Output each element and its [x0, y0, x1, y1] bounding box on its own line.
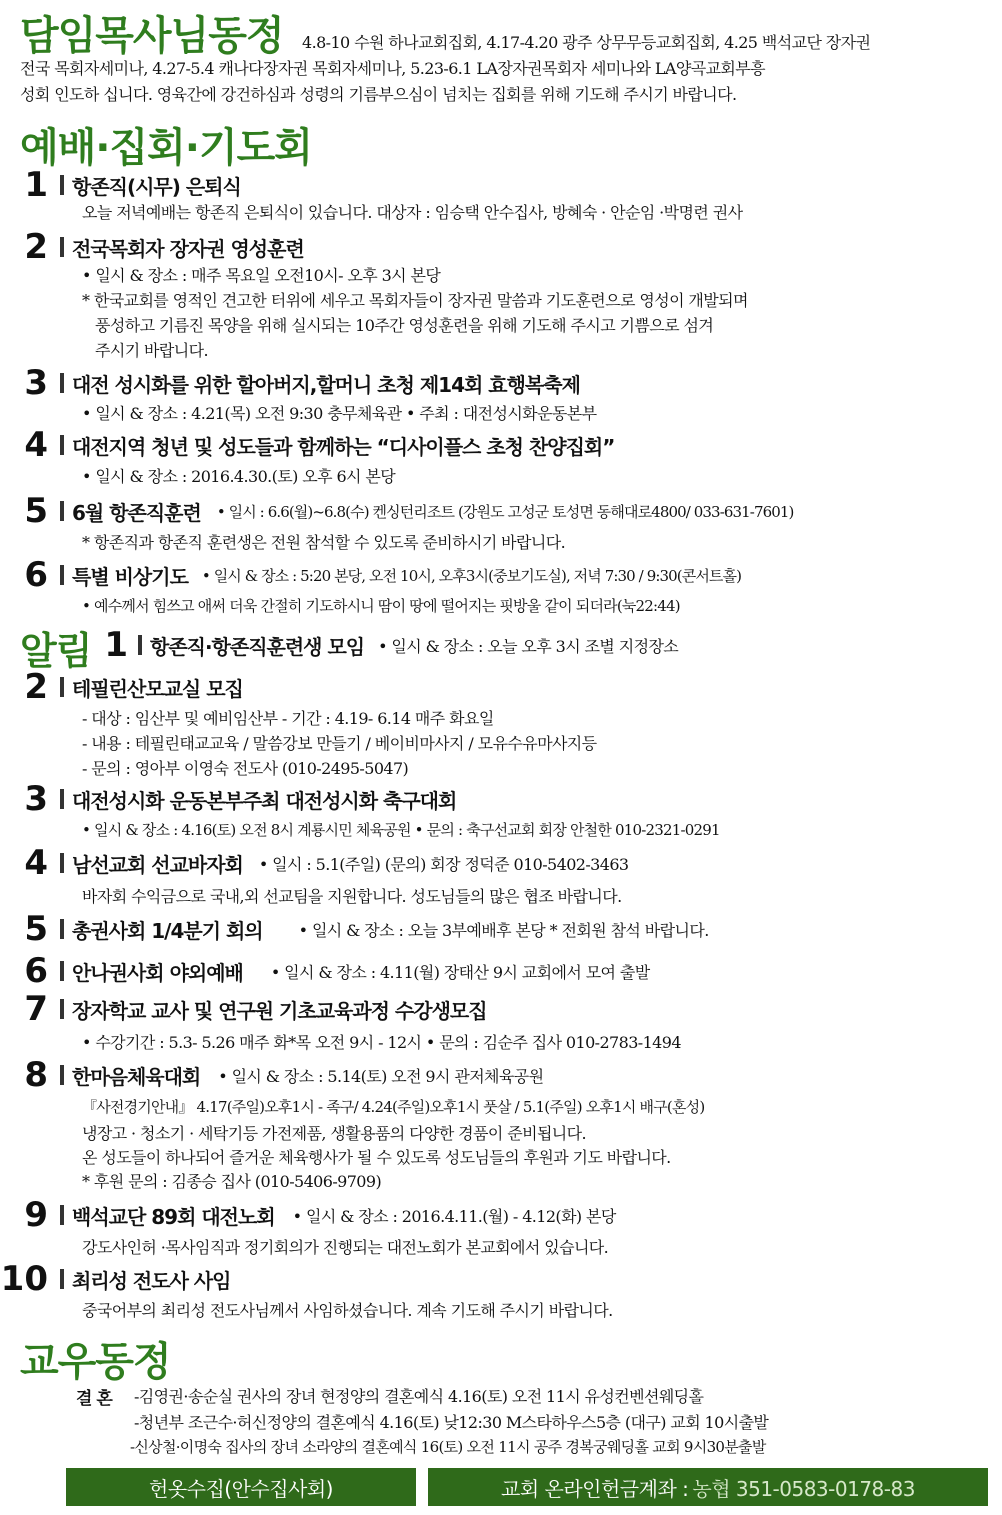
item-number: 3 — [24, 779, 48, 819]
item-number: 8 — [24, 1055, 48, 1095]
divider-bar — [60, 677, 64, 697]
notice-item-3 — [0, 779, 457, 819]
item-number: 6 — [24, 555, 48, 595]
notice-item-2 — [0, 667, 243, 707]
notice-item-5 — [0, 909, 709, 949]
item-number: 5 — [24, 909, 48, 949]
item-text: 주시기 바랍니다. — [95, 341, 208, 360]
divider-bar — [60, 175, 64, 195]
item-text: 냉장고 · 청소기 · 세탁기등 가전제품, 생활용품의 다양한 경품이 준비됩니다. — [82, 1124, 586, 1143]
item-number: 4 — [24, 425, 48, 465]
notice-item-4 — [0, 843, 629, 883]
item-number: 1 — [104, 625, 128, 665]
item-heading: 특별 비상기도 — [72, 564, 188, 589]
item-text: • 예수께서 힘쓰고 애써 더욱 간절히 기도하시니 땀이 땅에 떨어지는 핏방울 같이 되더라(눅22:44) — [82, 597, 680, 615]
item-inline-text: • 일시 & 장소 : 2016.4.11.(월) - 4.12(화) 본당 — [292, 1206, 616, 1226]
divider-bar — [60, 999, 64, 1019]
item-number: 5 — [24, 491, 48, 531]
item-heading: 6월 항존직훈련 — [72, 500, 201, 525]
divider-bar — [60, 853, 64, 873]
item-number: 2 — [24, 227, 48, 267]
item-heading: 항존직·항존직훈련생 모임 — [150, 634, 365, 659]
item-heading: 백석교단 89회 대전노회 — [72, 1204, 275, 1229]
divider-bar — [60, 1205, 64, 1225]
divider-bar — [60, 1065, 64, 1085]
notice-item-7 — [0, 989, 487, 1029]
members-section-title: 교우동정 — [20, 1339, 171, 1385]
divider-bar — [60, 1269, 64, 1289]
notice-item-10 — [0, 1259, 231, 1299]
item-number: 4 — [24, 843, 48, 883]
worship-item-1 — [0, 165, 241, 205]
wedding-line: -청년부 조근수·허신정양의 결혼예식 4.16(토) 낮12:30 M스타하우스5층 (대구) 교회 10시출발 — [134, 1413, 769, 1432]
notice-item-1 — [86, 625, 679, 665]
item-number: 2 — [24, 667, 48, 707]
item-text: • 수강기간 : 5.3- 5.26 매주 화*목 오전 9시 - 12시 • 문의 : 김순주 집사 010-2783-1494 — [82, 1033, 681, 1052]
clothes-collection-label: 헌옷수집(안수집사회) — [149, 1476, 333, 1501]
item-text: 강도사인허 ·목사임직과 정기회의가 진행되는 대전노회가 본교회에서 있습니다. — [82, 1238, 609, 1257]
item-inline-text: • 일시 & 장소 : 오늘 3부예배후 본당 * 전회원 참석 바랍니다. — [298, 920, 709, 940]
item-inline-text: • 일시 : 6.6(월)~6.8(수) 켄싱턴리조트 (강원도 고성군 토성면 동해대로4800/ 033-631-7601) — [216, 502, 794, 521]
item-heading: 최리성 전도사 사임 — [72, 1268, 231, 1293]
worship-item-2 — [0, 227, 304, 267]
item-inline-text: • 일시 & 장소 : 5:20 본당, 오전 10시, 오후3시(중보기도실), 저녁 7:30 / 9:30(콘서트홀) — [201, 566, 742, 585]
offering-account-number: 농협 351-0583-0178-83 — [692, 1476, 915, 1501]
item-number: 9 — [24, 1195, 48, 1235]
pastor-text-line3: 성회 인도하 십니다. 영육간에 강건하심과 성령의 기름부으심이 넘치는 집회를 위해 기도해 주시기 바랍니다. — [20, 85, 737, 104]
item-heading: 대전 성시화를 위한 할아버지,할머니 초청 제14회 효행복축제 — [72, 372, 580, 397]
item-heading: 테필린산모교실 모집 — [72, 676, 243, 701]
clothes-collection-banner — [66, 1468, 416, 1506]
worship-item-6 — [0, 555, 742, 595]
divider-bar — [60, 237, 64, 257]
wedding-line: -김영권·송순실 권사의 장녀 현정양의 결혼예식 4.16(토) 오전 11시 유성컨벤션웨딩홀 — [134, 1387, 704, 1406]
pastor-text-line1: 4.8-10 수원 하나교회집회, 4.17-4.20 광주 상무무등교회집회, 4.25 백석교단 장자권 — [302, 33, 871, 52]
item-heading: 대전지역 청년 및 성도들과 함께하는 “디사이플스 초청 찬양집회” — [72, 434, 615, 459]
pastor-section-title: 담임목사님동정 — [20, 13, 284, 59]
worship-item-4 — [0, 425, 615, 465]
divider-bar — [60, 961, 64, 981]
item-heading: 총권사회 1/4분기 회의 — [72, 918, 263, 943]
item-text: 오늘 저녁예배는 항존직 은퇴식이 있습니다. 대상자 : 임승택 안수집사, 방혜숙 · 안순임 ·박명련 권사 — [82, 203, 743, 222]
item-text: 온 성도들이 하나되어 즐거운 체육행사가 될 수 있도록 성도님들의 후원과 기도 바랍니다. — [82, 1148, 671, 1167]
item-text: • 일시 & 장소 : 4.16(토) 오전 8시 계룡시민 체육공원 • 문의 : 축구선교회 회장 안철한 010-2321-0291 — [82, 821, 720, 839]
item-heading: 항존직(시무) 은퇴식 — [72, 174, 241, 199]
item-number: 10 — [0, 1259, 48, 1299]
item-text: - 내용 : 테필린태교교육 / 말씀강보 만들기 / 베이비마사지 / 모유수유마사지등 — [82, 734, 597, 753]
item-text: * 후원 문의 : 김종승 집사 (010-5406-9709) — [82, 1172, 382, 1191]
item-text: 풍성하고 기름진 목양을 위해 실시되는 10주간 영성훈련을 위해 기도해 주시고 기쁨으로 섬겨 — [95, 316, 714, 335]
divider-bar — [60, 435, 64, 455]
divider-bar — [138, 635, 142, 655]
item-text: - 대상 : 임산부 및 예비임산부 - 기간 : 4.19- 6.14 매주 화요일 — [82, 709, 494, 728]
item-text: • 일시 & 장소 : 매주 목요일 오전10시- 오후 3시 본당 — [82, 266, 441, 285]
offering-account-label: 교회 온라인헌금계좌 : — [501, 1476, 689, 1501]
item-text: 바자회 수익금으로 국내,외 선교팀을 지원합니다. 성도님들의 많은 협조 바랍니다. — [82, 887, 622, 906]
notice-item-6 — [0, 951, 650, 991]
notice-item-8 — [0, 1055, 544, 1095]
wedding-label: 결 혼 — [76, 1389, 112, 1409]
divider-bar — [60, 373, 64, 393]
item-inline-text: • 일시 & 장소 : 5.14(토) 오전 9시 관저체육공원 — [218, 1066, 544, 1086]
online-offering-banner — [428, 1468, 988, 1506]
item-heading: 대전성시화 운동본부주최 대전성시화 축구대회 — [72, 788, 457, 813]
item-heading: 남선교회 선교바자회 — [72, 852, 243, 877]
item-inline-text: • 일시 & 장소 : 오늘 오후 3시 조별 지정장소 — [378, 636, 679, 656]
worship-item-3 — [0, 363, 580, 403]
item-heading: 한마음체육대회 — [72, 1064, 201, 1089]
worship-item-5 — [0, 491, 794, 531]
item-number: 1 — [24, 165, 48, 205]
item-number: 3 — [24, 363, 48, 403]
item-heading: 전국목회자 장자권 영성훈련 — [72, 236, 304, 261]
item-inline-text: • 일시 & 장소 : 4.11(월) 장태산 9시 교회에서 모여 출발 — [270, 962, 650, 982]
divider-bar — [60, 565, 64, 585]
item-text: * 한국교회를 영적인 견고한 터위에 세우고 목회자들이 장자권 말씀과 기도훈련으로 영성이 개발되며 — [82, 291, 748, 310]
item-text: * 항존직과 항존직 훈련생은 전원 참석할 수 있도록 준비하시기 바랍니다. — [82, 533, 566, 552]
item-heading: 안나권사회 야외예배 — [72, 960, 243, 985]
divider-bar — [60, 789, 64, 809]
pastor-text-line2: 전국 목회자세미나, 4.27-5.4 캐나다장자권 목회자세미나, 5.23-6.1 LA장자권목회자 세미나와 LA양곡교회부흥 — [20, 59, 765, 78]
item-text: 중국어부의 최리성 전도사님께서 사임하셨습니다. 계속 기도해 주시기 바랍니다. — [82, 1301, 613, 1320]
item-text: • 일시 & 장소 : 4.21(목) 오전 9:30 충무체육관 • 주최 : 대전성시화운동본부 — [82, 404, 597, 423]
notice-section-title: 알림 — [20, 629, 92, 673]
divider-bar — [60, 919, 64, 939]
notice-item-9 — [0, 1195, 616, 1235]
item-inline-text: • 일시 : 5.1(주일) (문의) 회장 정덕준 010-5402-3463 — [258, 854, 629, 874]
item-number: 6 — [24, 951, 48, 991]
wedding-line: -신상철·이명숙 집사의 장녀 소라양의 결혼예식 16(토) 오전 11시 공주 경복궁웨딩홀 교회 9시30분출발 — [130, 1438, 766, 1456]
item-number: 7 — [24, 989, 48, 1029]
divider-bar — [60, 501, 64, 521]
item-heading: 장자학교 교사 및 연구원 기초교육과정 수강생모집 — [72, 998, 487, 1023]
worship-section-title: 예배·집회·기도회 — [20, 125, 312, 171]
item-text: - 문의 : 영아부 이영숙 전도사 (010-2495-5047) — [82, 759, 409, 778]
item-text: 『사전경기안내』 4.17(주일)오후1시 - 족구/ 4.24(주일)오후1시 풋살 / 5.1(주일) 오후1시 배구(혼성) — [82, 1098, 705, 1116]
item-text: • 일시 & 장소 : 2016.4.30.(토) 오후 6시 본당 — [82, 467, 396, 486]
